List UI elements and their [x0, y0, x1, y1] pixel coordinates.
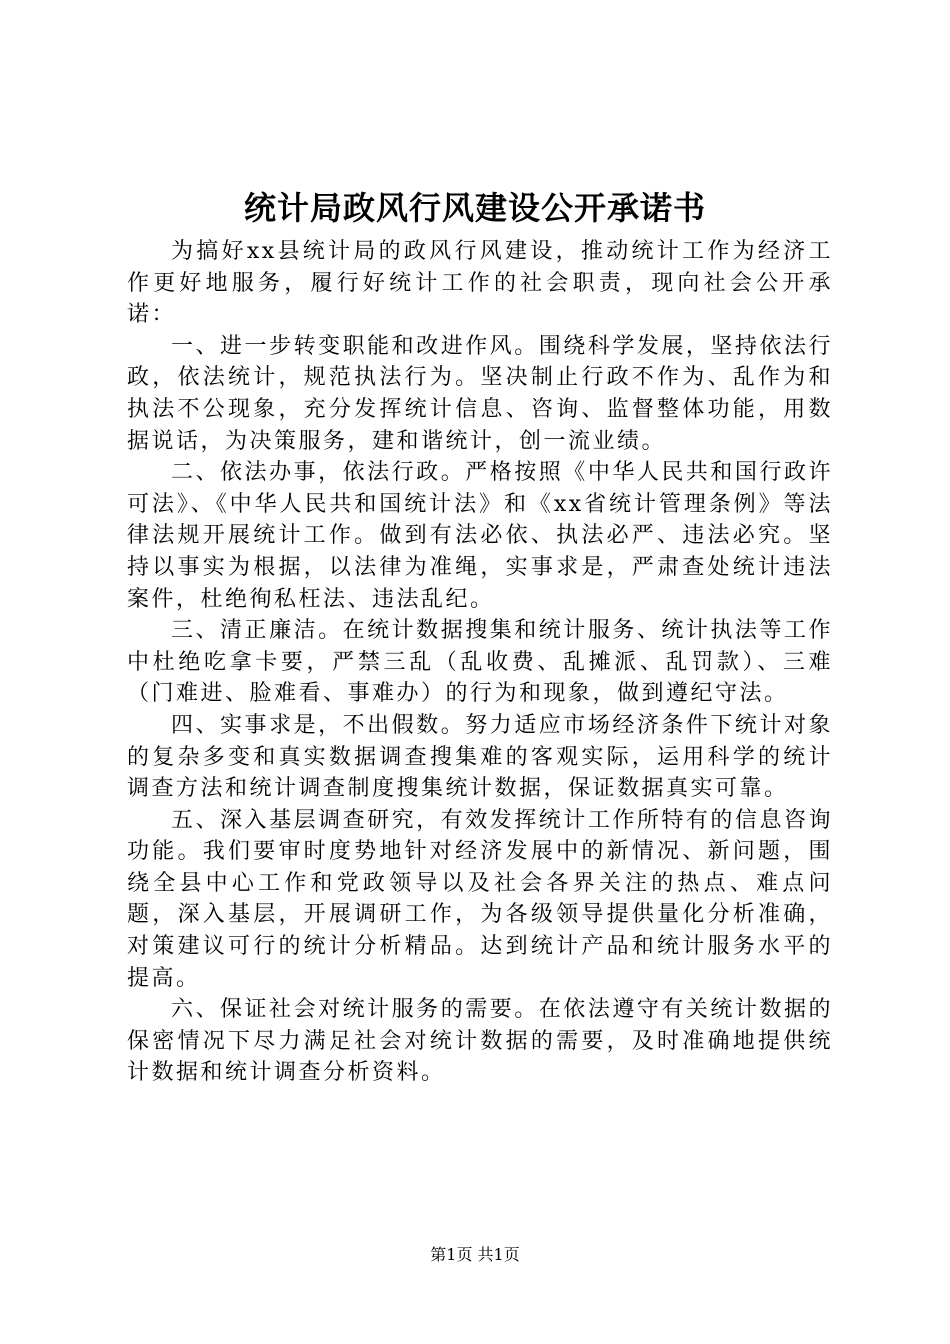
paragraph-item-2: 二、依法办事，依法行政。严格按照《中华人民共和国行政许可法》、《中华人民共和国统计法》和《xx省统计管理条例》等法律法规开展统计工作。做到有法必依、执法必严、违法必究。坚持以事实为根据，以法律为准绳，实事求是，严肃查处统计违法案件，杜绝徇私枉法、违法乱纪。: [127, 460, 833, 612]
paragraph-item-6: 六、保证社会对统计服务的需要。在依法遵守有关统计数据的保密情况下尽力满足社会对统计数据的需要，及时准确地提供统计数据和统计调查分析资料。: [127, 997, 833, 1086]
document-body: [127, 236, 833, 1089]
page-footer: 第1页 共1页: [430, 1245, 520, 1264]
paragraph-item-5: 五、深入基层调查研究，有效发挥统计工作所特有的信息咨询功能。我们要审时度势地针对经济发展中的新情况、新问题，围绕全县中心工作和党政领导以及社会各界关注的热点、难点问题，深入基层，开展调研工作，为各级领导提供量化分析准确，对策建议可行的统计分析精品。达到统计产品和统计服务水平的提高。: [127, 807, 833, 991]
paragraph-item-4: 四、实事求是，不出假数。努力适应市场经济条件下统计对象的复杂多变和真实数据调查搜集难的客观实际，运用科学的统计调查方法和统计调查制度搜集统计数据，保证数据真实可靠。: [127, 712, 833, 802]
paragraph-item-3: 三、清正廉洁。在统计数据搜集和统计服务、统计执法等工作中杜绝吃拿卡要，严禁三乱（乱收费、乱摊派、乱罚款）、三难（门难进、脸难看、事难办）的行为和现象，做到遵纪守法。: [127, 618, 833, 707]
intro-paragraph: 为搞好xx县统计局的政风行风建设，推动统计工作为经济工作更好地服务，履行好统计工作的社会职责，现向社会公开承诺：: [127, 239, 833, 328]
paragraph-item-1: 一、进一步转变职能和改进作风。围绕科学发展，坚持依法行政，依法统计，规范执法行为。坚决制止行政不作为、乱作为和执法不公现象，充分发挥统计信息、咨询、监督整体功能，用数据说话，为决策服务，建和谐统计，创一流业绩。: [127, 333, 833, 454]
document-title: 统计局政风行风建设公开承诺书: [243, 189, 706, 227]
